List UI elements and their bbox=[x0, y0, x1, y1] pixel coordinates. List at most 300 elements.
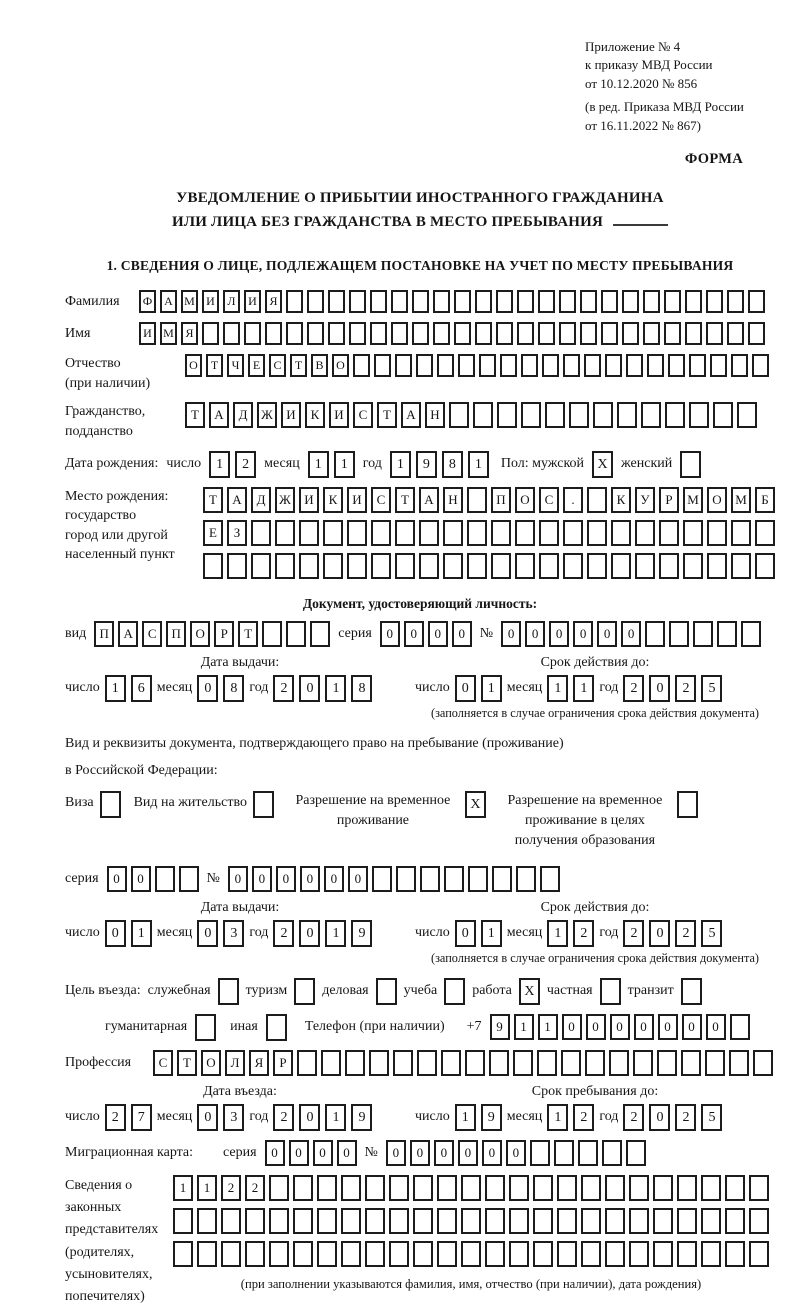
profession-input[interactable] bbox=[153, 1050, 773, 1076]
char-box[interactable]: М bbox=[181, 290, 198, 313]
char-box[interactable] bbox=[685, 290, 702, 313]
char-box[interactable] bbox=[467, 487, 487, 513]
char-box[interactable]: 1 bbox=[209, 451, 230, 478]
char-box[interactable]: 2 bbox=[675, 1104, 696, 1131]
char-box[interactable] bbox=[539, 553, 559, 579]
char-box[interactable] bbox=[437, 1241, 457, 1267]
char-box[interactable]: 0 bbox=[649, 675, 670, 702]
char-box[interactable] bbox=[601, 290, 618, 313]
char-box[interactable]: 0 bbox=[455, 920, 476, 947]
char-box[interactable] bbox=[461, 1175, 481, 1201]
char-box[interactable] bbox=[413, 1208, 433, 1234]
char-box[interactable] bbox=[299, 520, 319, 546]
char-box[interactable]: 2 bbox=[675, 920, 696, 947]
char-box[interactable]: 8 bbox=[442, 451, 463, 478]
char-box[interactable] bbox=[581, 1208, 601, 1234]
char-box[interactable] bbox=[530, 1140, 550, 1166]
purpose-official-checkbox[interactable] bbox=[218, 978, 239, 1005]
char-box[interactable] bbox=[396, 866, 416, 892]
char-box[interactable]: Ч bbox=[227, 354, 244, 377]
char-box[interactable] bbox=[443, 520, 463, 546]
char-box[interactable] bbox=[585, 1050, 605, 1076]
char-box[interactable] bbox=[626, 1140, 646, 1166]
purpose-humanitarian-checkbox[interactable] bbox=[195, 1014, 216, 1041]
char-box[interactable] bbox=[749, 1175, 769, 1201]
char-box[interactable] bbox=[491, 553, 511, 579]
purpose-private-checkbox[interactable] bbox=[600, 978, 621, 1005]
char-box[interactable] bbox=[521, 354, 538, 377]
char-box[interactable]: 0 bbox=[634, 1014, 654, 1040]
representatives-row3-input[interactable] bbox=[173, 1241, 769, 1267]
char-box[interactable] bbox=[729, 1050, 749, 1076]
char-box[interactable]: 0 bbox=[658, 1014, 678, 1040]
char-box[interactable] bbox=[727, 290, 744, 313]
char-box[interactable] bbox=[653, 1241, 673, 1267]
char-box[interactable] bbox=[496, 322, 513, 345]
char-box[interactable] bbox=[707, 553, 727, 579]
char-box[interactable] bbox=[310, 621, 330, 647]
char-box[interactable] bbox=[557, 1208, 577, 1234]
char-box[interactable]: Т bbox=[290, 354, 307, 377]
char-box[interactable]: 8 bbox=[351, 675, 372, 702]
char-box[interactable] bbox=[293, 1208, 313, 1234]
identity-valid-year-input[interactable] bbox=[623, 675, 722, 702]
char-box[interactable]: А bbox=[419, 487, 439, 513]
char-box[interactable] bbox=[467, 553, 487, 579]
char-box[interactable] bbox=[419, 553, 439, 579]
char-box[interactable] bbox=[683, 520, 703, 546]
char-box[interactable] bbox=[345, 1050, 365, 1076]
char-box[interactable] bbox=[328, 322, 345, 345]
char-box[interactable] bbox=[197, 1241, 217, 1267]
char-box[interactable] bbox=[395, 354, 412, 377]
char-box[interactable]: 1 bbox=[455, 1104, 476, 1131]
char-box[interactable]: 0 bbox=[265, 1140, 285, 1166]
char-box[interactable] bbox=[317, 1175, 337, 1201]
char-box[interactable] bbox=[461, 1208, 481, 1234]
char-box[interactable] bbox=[349, 322, 366, 345]
char-box[interactable] bbox=[485, 1241, 505, 1267]
char-box[interactable] bbox=[173, 1241, 193, 1267]
char-box[interactable]: 1 bbox=[325, 675, 346, 702]
char-box[interactable]: 0 bbox=[197, 1104, 218, 1131]
char-box[interactable]: О bbox=[190, 621, 210, 647]
char-box[interactable] bbox=[561, 1050, 581, 1076]
char-box[interactable]: 7 bbox=[131, 1104, 152, 1131]
residence-valid-month-input[interactable] bbox=[547, 920, 594, 947]
char-box[interactable] bbox=[475, 290, 492, 313]
char-box[interactable] bbox=[685, 322, 702, 345]
char-box[interactable] bbox=[479, 354, 496, 377]
char-box[interactable] bbox=[605, 1208, 625, 1234]
char-box[interactable] bbox=[659, 553, 679, 579]
char-box[interactable] bbox=[669, 621, 689, 647]
char-box[interactable]: 9 bbox=[490, 1014, 510, 1040]
char-box[interactable] bbox=[244, 322, 261, 345]
char-box[interactable]: 1 bbox=[105, 675, 126, 702]
surname-input[interactable] bbox=[139, 290, 765, 313]
char-box[interactable]: 0 bbox=[300, 866, 320, 892]
char-box[interactable] bbox=[275, 553, 295, 579]
residence-series-input[interactable] bbox=[107, 866, 199, 892]
char-box[interactable] bbox=[731, 520, 751, 546]
char-box[interactable]: А bbox=[401, 402, 421, 428]
char-box[interactable]: 0 bbox=[434, 1140, 454, 1166]
char-box[interactable] bbox=[509, 1208, 529, 1234]
char-box[interactable] bbox=[265, 322, 282, 345]
patronymic-input[interactable] bbox=[185, 354, 769, 377]
char-box[interactable]: 0 bbox=[706, 1014, 726, 1040]
entry-month-input[interactable] bbox=[197, 1104, 244, 1131]
residence-permit-checkbox[interactable] bbox=[253, 791, 274, 818]
char-box[interactable] bbox=[559, 290, 576, 313]
char-box[interactable]: 0 bbox=[452, 621, 472, 647]
char-box[interactable]: И bbox=[244, 290, 261, 313]
residence-issue-month-input[interactable] bbox=[197, 920, 244, 947]
char-box[interactable] bbox=[629, 1241, 649, 1267]
char-box[interactable] bbox=[727, 322, 744, 345]
char-box[interactable]: 0 bbox=[455, 675, 476, 702]
char-box[interactable]: 1 bbox=[514, 1014, 534, 1040]
char-box[interactable] bbox=[473, 402, 493, 428]
char-box[interactable] bbox=[365, 1241, 385, 1267]
char-box[interactable] bbox=[557, 1175, 577, 1201]
char-box[interactable]: Т bbox=[203, 487, 223, 513]
char-box[interactable]: 2 bbox=[573, 920, 594, 947]
migration-number-input[interactable] bbox=[386, 1140, 646, 1166]
phone-input[interactable] bbox=[490, 1014, 750, 1040]
char-box[interactable] bbox=[602, 1140, 622, 1166]
char-box[interactable] bbox=[635, 553, 655, 579]
char-box[interactable]: 0 bbox=[289, 1140, 309, 1166]
representatives-row1-input[interactable] bbox=[173, 1175, 769, 1201]
char-box[interactable] bbox=[539, 520, 559, 546]
char-box[interactable]: Т bbox=[238, 621, 258, 647]
char-box[interactable] bbox=[454, 290, 471, 313]
char-box[interactable] bbox=[317, 1208, 337, 1234]
char-box[interactable]: З bbox=[227, 520, 247, 546]
char-box[interactable] bbox=[731, 553, 751, 579]
char-box[interactable]: 5 bbox=[701, 920, 722, 947]
identity-series-input[interactable] bbox=[380, 621, 472, 647]
char-box[interactable] bbox=[485, 1208, 505, 1234]
char-box[interactable] bbox=[593, 402, 613, 428]
char-box[interactable]: Н bbox=[443, 487, 463, 513]
char-box[interactable]: С bbox=[353, 402, 373, 428]
char-box[interactable]: А bbox=[209, 402, 229, 428]
char-box[interactable] bbox=[370, 322, 387, 345]
char-box[interactable] bbox=[293, 1175, 313, 1201]
char-box[interactable] bbox=[317, 1241, 337, 1267]
birth-place-row3-input[interactable] bbox=[203, 553, 775, 579]
char-box[interactable] bbox=[748, 322, 765, 345]
char-box[interactable] bbox=[286, 621, 306, 647]
char-box[interactable]: В bbox=[311, 354, 328, 377]
representatives-row2-input[interactable] bbox=[173, 1208, 769, 1234]
char-box[interactable]: 0 bbox=[107, 866, 127, 892]
char-box[interactable] bbox=[465, 1050, 485, 1076]
char-box[interactable] bbox=[223, 322, 240, 345]
char-box[interactable] bbox=[389, 1208, 409, 1234]
char-box[interactable] bbox=[475, 322, 492, 345]
char-box[interactable] bbox=[262, 621, 282, 647]
char-box[interactable]: 0 bbox=[682, 1014, 702, 1040]
char-box[interactable]: 0 bbox=[562, 1014, 582, 1040]
char-box[interactable]: А bbox=[160, 290, 177, 313]
purpose-study-checkbox[interactable] bbox=[444, 978, 465, 1005]
char-box[interactable] bbox=[554, 1140, 574, 1166]
char-box[interactable] bbox=[706, 290, 723, 313]
char-box[interactable] bbox=[372, 866, 392, 892]
char-box[interactable]: П bbox=[94, 621, 114, 647]
char-box[interactable] bbox=[517, 322, 534, 345]
char-box[interactable] bbox=[689, 354, 706, 377]
char-box[interactable] bbox=[412, 322, 429, 345]
stay-year-input[interactable] bbox=[623, 1104, 722, 1131]
char-box[interactable]: 0 bbox=[549, 621, 569, 647]
purpose-transit-checkbox[interactable] bbox=[681, 978, 702, 1005]
char-box[interactable]: 0 bbox=[337, 1140, 357, 1166]
char-box[interactable] bbox=[701, 1208, 721, 1234]
char-box[interactable]: 8 bbox=[223, 675, 244, 702]
residence-issue-year-input[interactable] bbox=[273, 920, 372, 947]
purpose-work-checkbox[interactable]: X bbox=[519, 978, 540, 1005]
char-box[interactable] bbox=[731, 354, 748, 377]
char-box[interactable]: И bbox=[299, 487, 319, 513]
char-box[interactable]: 0 bbox=[649, 920, 670, 947]
char-box[interactable] bbox=[601, 322, 618, 345]
char-box[interactable]: Р bbox=[214, 621, 234, 647]
char-box[interactable] bbox=[677, 1175, 697, 1201]
char-box[interactable] bbox=[251, 553, 271, 579]
char-box[interactable]: С bbox=[269, 354, 286, 377]
char-box[interactable] bbox=[437, 1175, 457, 1201]
char-box[interactable]: 0 bbox=[228, 866, 248, 892]
char-box[interactable]: 1 bbox=[197, 1175, 217, 1201]
residence-valid-year-input[interactable] bbox=[623, 920, 722, 947]
char-box[interactable]: Ж bbox=[275, 487, 295, 513]
char-box[interactable]: 1 bbox=[538, 1014, 558, 1040]
char-box[interactable] bbox=[341, 1175, 361, 1201]
char-box[interactable]: 5 bbox=[701, 1104, 722, 1131]
char-box[interactable]: 0 bbox=[428, 621, 448, 647]
char-box[interactable] bbox=[706, 322, 723, 345]
char-box[interactable] bbox=[389, 1175, 409, 1201]
char-box[interactable]: А bbox=[118, 621, 138, 647]
char-box[interactable] bbox=[391, 290, 408, 313]
firstname-input[interactable] bbox=[139, 322, 765, 345]
char-box[interactable]: М bbox=[731, 487, 751, 513]
char-box[interactable] bbox=[665, 402, 685, 428]
char-box[interactable]: 0 bbox=[197, 675, 218, 702]
entry-year-input[interactable] bbox=[273, 1104, 372, 1131]
char-box[interactable] bbox=[537, 1050, 557, 1076]
char-box[interactable]: 1 bbox=[481, 675, 502, 702]
char-box[interactable]: Я bbox=[181, 322, 198, 345]
char-box[interactable] bbox=[395, 553, 415, 579]
char-box[interactable]: 0 bbox=[586, 1014, 606, 1040]
char-box[interactable]: 0 bbox=[299, 1104, 320, 1131]
char-box[interactable] bbox=[496, 290, 513, 313]
char-box[interactable] bbox=[755, 553, 775, 579]
char-box[interactable]: 0 bbox=[482, 1140, 502, 1166]
char-box[interactable] bbox=[449, 402, 469, 428]
char-box[interactable]: К bbox=[611, 487, 631, 513]
char-box[interactable] bbox=[412, 290, 429, 313]
char-box[interactable] bbox=[587, 553, 607, 579]
birth-month-input[interactable] bbox=[308, 451, 355, 478]
char-box[interactable] bbox=[657, 1050, 677, 1076]
char-box[interactable]: 2 bbox=[675, 675, 696, 702]
char-box[interactable] bbox=[563, 354, 580, 377]
char-box[interactable]: 0 bbox=[252, 866, 272, 892]
char-box[interactable] bbox=[251, 520, 271, 546]
migration-series-input[interactable] bbox=[265, 1140, 357, 1166]
char-box[interactable] bbox=[629, 1175, 649, 1201]
char-box[interactable]: 2 bbox=[105, 1104, 126, 1131]
char-box[interactable]: 1 bbox=[334, 451, 355, 478]
char-box[interactable] bbox=[489, 1050, 509, 1076]
char-box[interactable] bbox=[581, 1175, 601, 1201]
birth-place-row1-input[interactable] bbox=[203, 487, 775, 513]
char-box[interactable] bbox=[542, 354, 559, 377]
char-box[interactable] bbox=[755, 520, 775, 546]
char-box[interactable] bbox=[701, 1175, 721, 1201]
char-box[interactable]: 2 bbox=[273, 675, 294, 702]
char-box[interactable] bbox=[221, 1208, 241, 1234]
female-checkbox[interactable] bbox=[680, 451, 701, 478]
char-box[interactable]: О bbox=[185, 354, 202, 377]
char-box[interactable] bbox=[197, 1208, 217, 1234]
char-box[interactable]: Л bbox=[225, 1050, 245, 1076]
char-box[interactable]: 0 bbox=[573, 621, 593, 647]
char-box[interactable] bbox=[617, 402, 637, 428]
char-box[interactable]: 6 bbox=[131, 675, 152, 702]
identity-issue-year-input[interactable] bbox=[273, 675, 372, 702]
char-box[interactable] bbox=[681, 1050, 701, 1076]
char-box[interactable] bbox=[517, 290, 534, 313]
char-box[interactable] bbox=[611, 520, 631, 546]
char-box[interactable] bbox=[437, 354, 454, 377]
char-box[interactable] bbox=[371, 553, 391, 579]
char-box[interactable] bbox=[653, 1208, 673, 1234]
char-box[interactable] bbox=[605, 354, 622, 377]
char-box[interactable] bbox=[454, 322, 471, 345]
char-box[interactable]: И bbox=[139, 322, 156, 345]
char-box[interactable] bbox=[641, 402, 661, 428]
char-box[interactable]: У bbox=[635, 487, 655, 513]
char-box[interactable] bbox=[545, 402, 565, 428]
char-box[interactable]: Р bbox=[273, 1050, 293, 1076]
char-box[interactable] bbox=[374, 354, 391, 377]
char-box[interactable] bbox=[275, 520, 295, 546]
char-box[interactable] bbox=[707, 520, 727, 546]
char-box[interactable]: М bbox=[683, 487, 703, 513]
char-box[interactable] bbox=[521, 402, 541, 428]
char-box[interactable] bbox=[581, 1241, 601, 1267]
char-box[interactable] bbox=[202, 322, 219, 345]
char-box[interactable]: 1 bbox=[547, 1104, 568, 1131]
char-box[interactable]: 0 bbox=[525, 621, 545, 647]
char-box[interactable] bbox=[689, 402, 709, 428]
char-box[interactable] bbox=[323, 553, 343, 579]
char-box[interactable] bbox=[341, 1208, 361, 1234]
char-box[interactable]: 0 bbox=[501, 621, 521, 647]
char-box[interactable] bbox=[500, 354, 517, 377]
char-box[interactable] bbox=[587, 487, 607, 513]
char-box[interactable]: 0 bbox=[458, 1140, 478, 1166]
char-box[interactable]: 2 bbox=[273, 920, 294, 947]
char-box[interactable] bbox=[369, 1050, 389, 1076]
char-box[interactable]: 0 bbox=[597, 621, 617, 647]
char-box[interactable] bbox=[497, 402, 517, 428]
char-box[interactable] bbox=[328, 290, 345, 313]
char-box[interactable] bbox=[307, 290, 324, 313]
char-box[interactable]: 2 bbox=[245, 1175, 265, 1201]
char-box[interactable] bbox=[467, 520, 487, 546]
char-box[interactable] bbox=[297, 1050, 317, 1076]
char-box[interactable] bbox=[749, 1208, 769, 1234]
char-box[interactable]: 0 bbox=[197, 920, 218, 947]
char-box[interactable] bbox=[321, 1050, 341, 1076]
citizenship-input[interactable] bbox=[185, 402, 757, 428]
char-box[interactable]: Е bbox=[203, 520, 223, 546]
char-box[interactable] bbox=[569, 402, 589, 428]
char-box[interactable] bbox=[693, 621, 713, 647]
char-box[interactable]: А bbox=[227, 487, 247, 513]
char-box[interactable]: 3 bbox=[223, 920, 244, 947]
char-box[interactable] bbox=[580, 290, 597, 313]
char-box[interactable] bbox=[533, 1241, 553, 1267]
char-box[interactable] bbox=[269, 1241, 289, 1267]
entry-day-input[interactable] bbox=[105, 1104, 152, 1131]
char-box[interactable] bbox=[677, 1208, 697, 1234]
char-box[interactable]: 0 bbox=[348, 866, 368, 892]
char-box[interactable] bbox=[433, 322, 450, 345]
purpose-other-checkbox[interactable] bbox=[266, 1014, 287, 1041]
char-box[interactable] bbox=[633, 1050, 653, 1076]
char-box[interactable] bbox=[559, 322, 576, 345]
char-box[interactable] bbox=[533, 1208, 553, 1234]
char-box[interactable]: 0 bbox=[621, 621, 641, 647]
char-box[interactable]: Ж bbox=[257, 402, 277, 428]
char-box[interactable]: 3 bbox=[223, 1104, 244, 1131]
char-box[interactable] bbox=[221, 1241, 241, 1267]
char-box[interactable] bbox=[458, 354, 475, 377]
char-box[interactable]: И bbox=[329, 402, 349, 428]
char-box[interactable] bbox=[468, 866, 488, 892]
purpose-tourism-checkbox[interactable] bbox=[294, 978, 315, 1005]
char-box[interactable]: О bbox=[707, 487, 727, 513]
char-box[interactable]: Т bbox=[206, 354, 223, 377]
char-box[interactable] bbox=[609, 1050, 629, 1076]
char-box[interactable]: 2 bbox=[623, 1104, 644, 1131]
char-box[interactable] bbox=[557, 1241, 577, 1267]
char-box[interactable]: 1 bbox=[481, 920, 502, 947]
char-box[interactable] bbox=[444, 866, 464, 892]
char-box[interactable] bbox=[748, 290, 765, 313]
char-box[interactable] bbox=[626, 354, 643, 377]
char-box[interactable] bbox=[269, 1208, 289, 1234]
char-box[interactable]: 0 bbox=[380, 621, 400, 647]
birth-day-input[interactable] bbox=[209, 451, 256, 478]
char-box[interactable] bbox=[580, 322, 597, 345]
char-box[interactable]: Р bbox=[659, 487, 679, 513]
identity-issue-day-input[interactable] bbox=[105, 675, 152, 702]
char-box[interactable]: С bbox=[153, 1050, 173, 1076]
char-box[interactable] bbox=[533, 1175, 553, 1201]
char-box[interactable] bbox=[725, 1241, 745, 1267]
